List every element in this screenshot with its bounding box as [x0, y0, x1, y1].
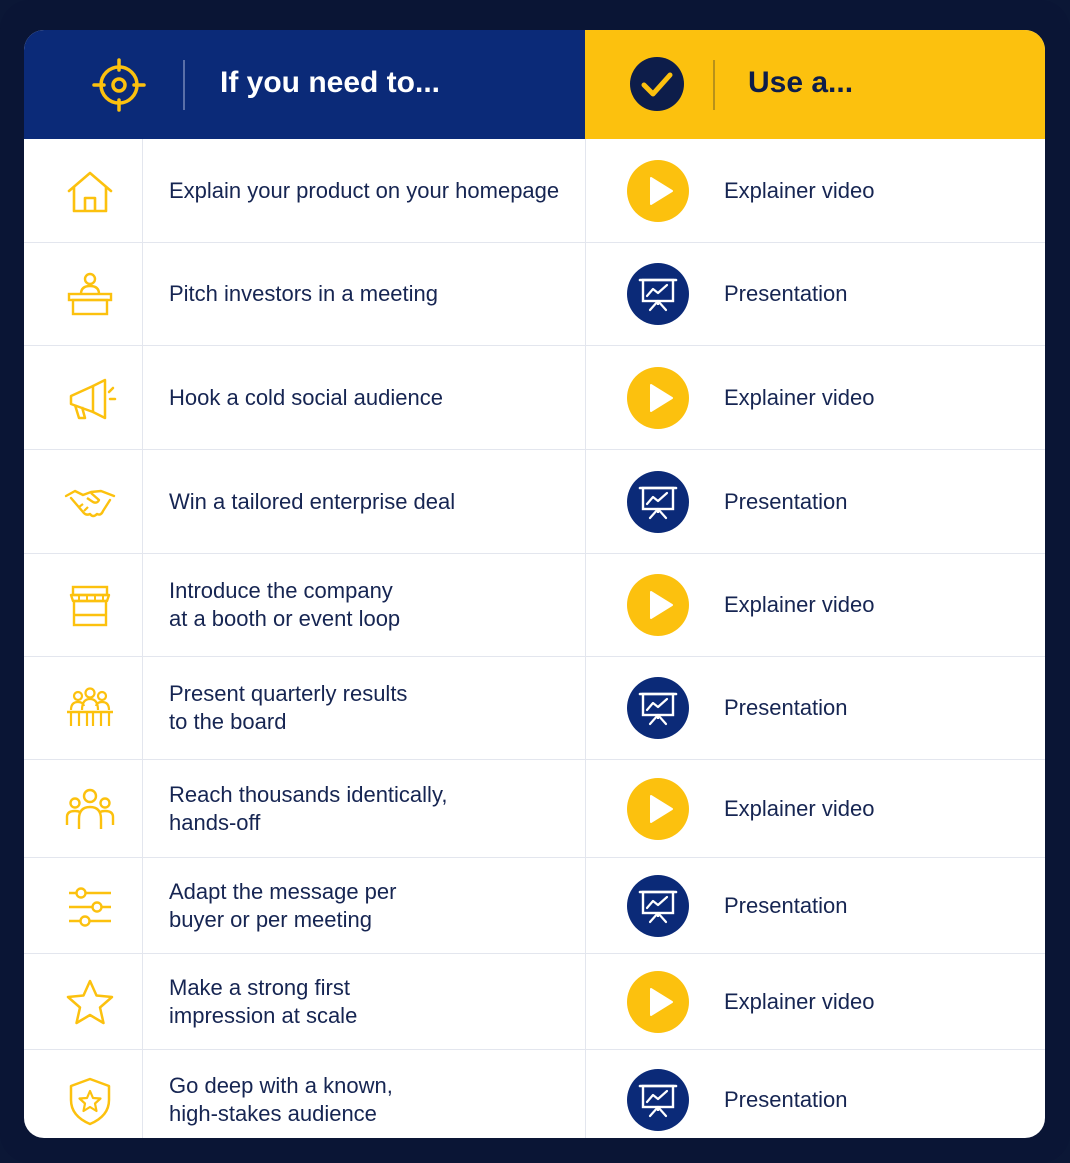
need-text [169, 858, 579, 953]
column-divider [585, 554, 586, 656]
need-text [169, 760, 579, 857]
presentation-board-icon [627, 471, 689, 533]
column-divider [585, 450, 586, 553]
row-icon-cell [24, 1050, 143, 1138]
presentation-badge [627, 875, 689, 937]
presentation-badge [627, 1069, 689, 1131]
presentation-board-icon [627, 677, 689, 739]
presentation-badge [627, 263, 689, 325]
row-icon-cell [24, 657, 143, 759]
check-circle-icon [629, 56, 685, 112]
presentation-badge [627, 471, 689, 533]
presentation-board-icon [627, 263, 689, 325]
play-icon [627, 160, 689, 222]
use-label: Explainer video [724, 384, 875, 410]
row-icon-cell [24, 139, 143, 242]
use-label: Presentation [724, 695, 848, 720]
megaphone-icon [63, 372, 117, 426]
need-text [169, 139, 579, 242]
table-row [24, 760, 1045, 858]
need-text [169, 450, 579, 553]
house-icon [63, 165, 117, 219]
booth-stall-icon [63, 579, 117, 633]
need-label: Pitch investors in a meeting [169, 281, 439, 306]
table-row [24, 346, 1045, 450]
column-divider [585, 1050, 586, 1138]
column-divider [585, 858, 586, 953]
need-label: Win a tailored enterprise deal [169, 488, 456, 514]
explainer-video-badge [627, 160, 689, 222]
presentation-board-icon [627, 875, 689, 937]
table-row [24, 1050, 1045, 1138]
table-header [24, 30, 1045, 139]
explainer-video-badge [627, 367, 689, 429]
use-label: Explainer video [724, 177, 875, 203]
column-divider [585, 657, 586, 759]
explainer-video-badge [627, 574, 689, 636]
table-row [24, 139, 1045, 243]
presentation-board-icon [627, 1069, 689, 1131]
shield-star-icon [63, 1074, 117, 1128]
need-label: Introduce the company at a booth or event loop [169, 578, 401, 631]
row-icon-cell [24, 450, 143, 553]
row-icon-cell [24, 954, 143, 1049]
use-label: Explainer video [724, 988, 875, 1014]
need-label: Explain your product on your homepage [169, 177, 560, 203]
column-divider [585, 760, 586, 857]
need-label: Adapt the message per buyer or per meeting [169, 878, 397, 932]
use-label: Explainer video [724, 795, 875, 821]
need-text [169, 1050, 579, 1138]
play-icon [627, 971, 689, 1033]
need-text [169, 243, 579, 345]
need-label: Reach thousands identically, hands-off [169, 781, 448, 835]
need-label: Present quarterly results to the board [169, 681, 408, 734]
use-label: Presentation [724, 488, 848, 514]
explainer-video-badge [627, 971, 689, 1033]
use-label: Presentation [724, 1086, 848, 1112]
explainer-video-badge [627, 778, 689, 840]
sliders-icon [63, 880, 117, 934]
handshake-icon [63, 476, 117, 530]
need-label: Go deep with a known, high-stakes audience [169, 1072, 393, 1126]
table-row [24, 554, 1045, 657]
row-icon-cell [24, 346, 143, 449]
star-icon [63, 976, 117, 1030]
column-divider [585, 243, 586, 345]
use-label: Presentation [724, 281, 848, 306]
play-icon [627, 367, 689, 429]
table-body [24, 139, 1045, 1138]
group-people-icon [63, 783, 117, 837]
need-label: Hook a cold social audience [169, 384, 443, 410]
row-icon-cell [24, 760, 143, 857]
header-divider [713, 60, 715, 110]
column-divider [585, 139, 586, 242]
need-text [169, 954, 579, 1049]
table-row [24, 858, 1045, 954]
header-divider [183, 60, 185, 110]
row-icon-cell [24, 858, 143, 953]
need-text [169, 346, 579, 449]
table-row [24, 243, 1045, 346]
boardroom-people-icon [63, 682, 117, 736]
header-right-title: Use a... [748, 66, 854, 99]
column-divider [585, 954, 586, 1049]
need-text [169, 554, 579, 656]
use-label: Explainer video [724, 592, 875, 617]
presentation-badge [627, 677, 689, 739]
podium-speaker-icon [63, 268, 117, 322]
table-row [24, 450, 1045, 554]
need-text [169, 657, 579, 759]
table-row [24, 954, 1045, 1050]
target-icon [92, 58, 146, 112]
row-icon-cell [24, 554, 143, 656]
use-label: Presentation [724, 892, 848, 918]
row-icon-cell [24, 243, 143, 345]
header-left [24, 30, 585, 139]
header-right [585, 30, 1045, 139]
header-left-title: If you need to... [220, 66, 441, 99]
need-label: Make a strong first impression at scale [169, 974, 358, 1028]
play-icon [627, 574, 689, 636]
play-icon [627, 778, 689, 840]
comparison-table [24, 30, 1045, 1138]
table-row [24, 657, 1045, 760]
column-divider [585, 346, 586, 449]
